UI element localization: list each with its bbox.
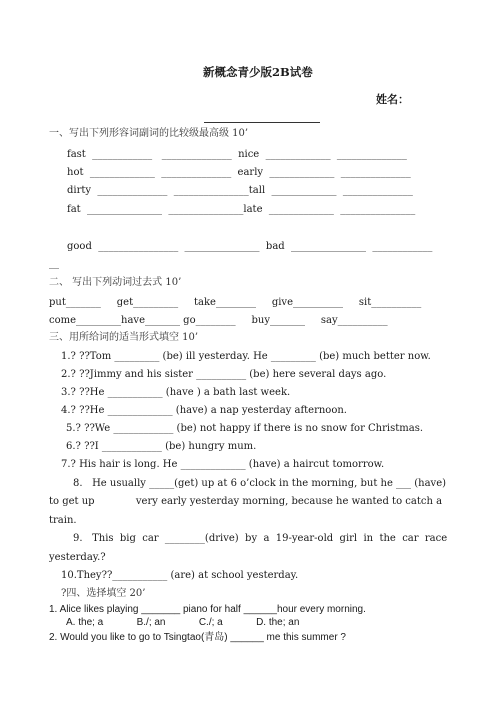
comparative-row-1: fast ____________ ______________ nice _____________ ______________ xyxy=(67,149,407,160)
fill-item-8-line-2: to get up very early yesterday morning, because he wanted to catch a xyxy=(49,496,443,507)
exam-title: 新概念青少版2B试卷 xyxy=(203,65,313,79)
name-underline xyxy=(204,122,320,123)
choice-question-1-options: A. the; a B./; an C./; a D. the; an xyxy=(66,617,300,628)
past-tense-row-1: put_______ get_________ take________ give__________ sit__________ xyxy=(49,297,422,308)
fill-item-2: 2.? ??Jimmy and his sister __________ (be) here several days ago. xyxy=(61,369,387,380)
name-label: 姓名： xyxy=(376,93,409,106)
choice-question-2: 2. Would you like to go to Tsingtao(青岛) ______ me this summer ? xyxy=(49,632,346,643)
section-4-heading: ?四、选择填空 20’ xyxy=(61,588,146,599)
section-3-heading: 三、用所给词的适当形式填空 10’ xyxy=(49,332,199,343)
past-tense-row-2: come_________have_______ go________ buy_______ say__________ xyxy=(49,315,388,326)
comparative-row-4: fat _______________ _______________late _____________ _______________ xyxy=(67,204,416,215)
fill-item-5: 5.? ??We ____________ (be) not happy if there is no snow for Christmas. xyxy=(66,423,424,434)
choice-question-1: 1. Alice likes playing _______ piano for half ______hour every morning. xyxy=(49,604,366,615)
fill-item-9-line-1: 9. This big car ________(drive) by a 19-year-old girl in the car race xyxy=(73,533,448,544)
section-2-heading: 二、 写出下列动词过去式 10’ xyxy=(49,277,182,288)
comparative-row-5: good ________________ _______________ bad _______________ ____________ xyxy=(67,241,433,252)
fill-item-8-line-1: 8. He usually _____(get) up at 6 o’clock in the morning, but he ___ (have) xyxy=(73,478,447,489)
comparative-row-5-wrap: __ xyxy=(49,258,59,269)
comparative-row-3: dirty ______________ _______________tall _____________ ______________ xyxy=(67,185,413,196)
fill-item-1: 1.? ??Tom _________ (be) ill yesterday. He _________ (be) much better now. xyxy=(61,351,431,362)
fill-item-4: 4.? ??He _____________ (have) a nap yesterday afternoon. xyxy=(61,405,347,416)
fill-item-8-line-3: train. xyxy=(49,515,77,526)
fill-item-10: 10.They??___________ (are) at school yesterday. xyxy=(61,570,299,581)
fill-item-6: 6.? ??I ____________ (be) hungry mum. xyxy=(66,441,257,452)
fill-item-7: 7.? His hair is long. He _____________ (have) a haircut tomorrow. xyxy=(61,459,385,470)
fill-item-9-line-2: yesterday.? xyxy=(49,552,106,563)
fill-item-3: 3.? ??He ___________ (have ) a bath last week. xyxy=(61,387,291,398)
section-1-heading: 一、写出下列形容词副词的比较级最高级 10’ xyxy=(49,128,249,139)
comparative-row-2: hot _____________ ______________ early _____________ ______________ xyxy=(67,167,411,178)
